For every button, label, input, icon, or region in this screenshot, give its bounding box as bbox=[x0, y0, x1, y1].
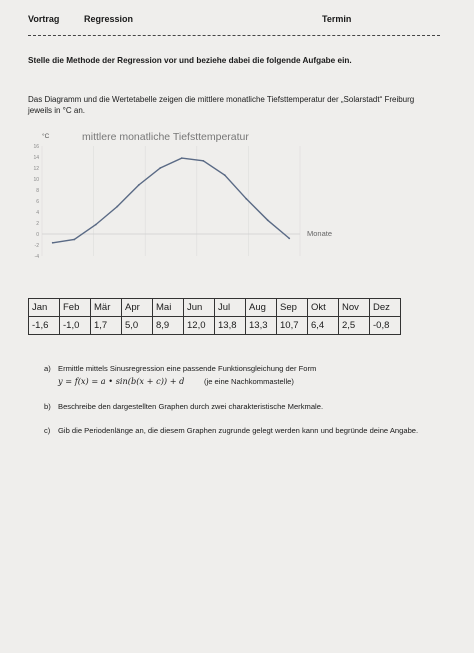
dashed-divider bbox=[28, 35, 440, 36]
data-point bbox=[159, 167, 161, 169]
question-b-text: Beschreibe den dargestellten Graphen durch zwei charakteristische Merkmale. bbox=[58, 402, 324, 411]
chart-title: mittlere monatliche Tiefsttemperatur bbox=[82, 131, 249, 143]
table-cell-month: Jan bbox=[29, 299, 60, 317]
table-cell-month: Aug bbox=[246, 299, 277, 317]
data-point bbox=[202, 160, 204, 162]
y-tick-label: 6 bbox=[36, 199, 39, 205]
table-cell-value: -0,8 bbox=[370, 317, 401, 335]
y-tick-label: 12 bbox=[33, 166, 39, 172]
table-row-months bbox=[29, 299, 401, 317]
table-cell-value: 8,9 bbox=[153, 317, 184, 335]
table-cell-value: 13,3 bbox=[246, 317, 277, 335]
table-row-values bbox=[29, 317, 401, 335]
table-cell-value: 6,4 bbox=[308, 317, 339, 335]
question-c-letter: c) bbox=[44, 426, 51, 435]
y-tick-label: 16 bbox=[33, 144, 39, 150]
data-point bbox=[95, 224, 97, 226]
y-tick-label: 8 bbox=[36, 188, 39, 194]
data-point bbox=[224, 174, 226, 176]
data-point bbox=[138, 184, 140, 186]
table-cell-month: Apr bbox=[122, 299, 153, 317]
y-tick-label: -4 bbox=[34, 254, 39, 260]
question-c-text: Gib die Periodenlänge an, die diesem Graphen zugrunde gelegt werden kann und begründe deine Angabe. bbox=[58, 426, 419, 435]
value-table bbox=[28, 298, 401, 335]
question-a-formula: y = f(x) = a • sin(b(x + c)) + d bbox=[58, 376, 185, 386]
table-cell-value: 13,8 bbox=[215, 317, 246, 335]
header-vortrag: Vortrag bbox=[28, 14, 60, 24]
table-cell-month: Mär bbox=[91, 299, 122, 317]
question-a-letter: a) bbox=[44, 364, 51, 373]
table-cell-month: Sep bbox=[277, 299, 308, 317]
table-cell-month: Feb bbox=[60, 299, 91, 317]
data-point bbox=[181, 157, 183, 159]
table-cell-value: 5,0 bbox=[122, 317, 153, 335]
question-a-text: Ermittle mittels Sinusregression eine passende Funktionsgleichung der Form bbox=[58, 364, 317, 373]
data-point bbox=[73, 239, 75, 241]
data-point bbox=[245, 198, 247, 200]
y-tick-label: 0 bbox=[36, 232, 39, 238]
y-tick-label: 4 bbox=[36, 210, 39, 216]
table-cell-value: 12,0 bbox=[184, 317, 215, 335]
data-point bbox=[267, 219, 269, 221]
header-regression: Regression bbox=[84, 14, 134, 24]
table-cell-value: 10,7 bbox=[277, 317, 308, 335]
data-point bbox=[116, 206, 118, 208]
question-b-letter: b) bbox=[44, 402, 51, 411]
task-title: Stelle die Methode der Regression vor und beziehe dabei die folgende Aufgabe ein. bbox=[28, 56, 352, 65]
series-line bbox=[53, 158, 289, 243]
table-cell-value: 1,7 bbox=[91, 317, 122, 335]
table-cell-value: -1,6 bbox=[29, 317, 60, 335]
table-cell-month: Jul bbox=[215, 299, 246, 317]
header-termin: Termin bbox=[322, 14, 352, 24]
y-tick-label: -2 bbox=[34, 243, 39, 249]
table-cell-month: Mai bbox=[153, 299, 184, 317]
temperature-line-chart bbox=[28, 128, 408, 268]
y-tick-label: 2 bbox=[36, 221, 39, 227]
chart-xlabel: Monate bbox=[307, 229, 333, 238]
y-tick-label: 14 bbox=[33, 155, 39, 161]
intro-text: Das Diagramm und die Wertetabelle zeigen die mittlere monatliche Tiefsttemperatur der „Solarstadt“ Freiburg jeweils in °C an. bbox=[28, 95, 415, 115]
data-point bbox=[288, 238, 290, 240]
question-a-note: (je eine Nachkommastelle) bbox=[204, 377, 294, 386]
table-cell-month: Okt bbox=[308, 299, 339, 317]
table-cell-value: 2,5 bbox=[339, 317, 370, 335]
table-cell-value: -1,0 bbox=[60, 317, 91, 335]
table-cell-month: Jun bbox=[184, 299, 215, 317]
table-cell-month: Dez bbox=[370, 299, 401, 317]
data-point bbox=[52, 242, 54, 244]
chart-ylabel: °C bbox=[42, 133, 50, 140]
y-tick-label: 10 bbox=[33, 177, 39, 183]
table-cell-month: Nov bbox=[339, 299, 370, 317]
